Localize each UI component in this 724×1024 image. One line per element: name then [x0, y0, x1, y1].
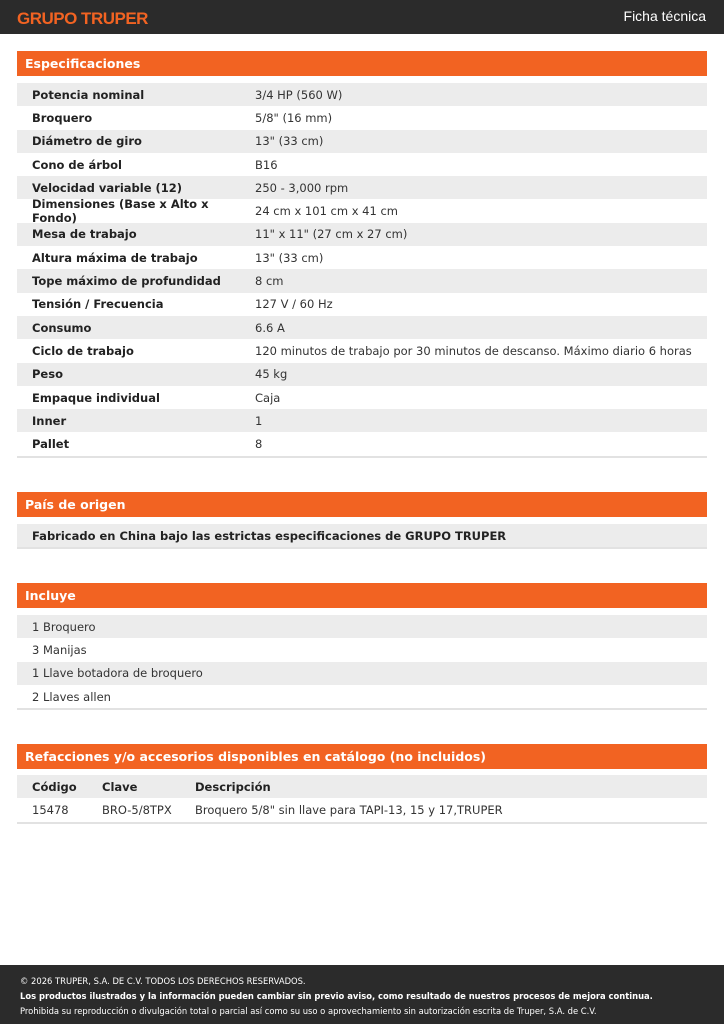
includes-table: [17, 615, 707, 710]
spec-value: 127 V / 60 Hz: [255, 297, 333, 312]
cell-key: BRO-5/8TPX: [102, 802, 172, 817]
spec-row: [17, 83, 707, 106]
spec-value: 120 minutos de trabajo por 30 minutos de descanso. Máximo diario 6 horas: [255, 343, 692, 358]
spec-value: 13" (33 cm): [255, 250, 324, 265]
copyright-text: © 2026 TRUPER, S.A. DE C.V. TODOS LOS DERECHOS RESERVADOS.: [20, 976, 306, 986]
origin-table: [17, 524, 707, 549]
footer: [0, 965, 724, 1024]
spec-row: [17, 293, 707, 316]
spec-value: 5/8" (16 mm): [255, 110, 333, 125]
spec-label: Velocidad variable (12): [32, 180, 183, 195]
include-item: 1 Llave botadora de broquero: [32, 666, 203, 681]
spec-value: 45 kg: [255, 367, 288, 382]
spec-label: Tope máximo de profundidad: [32, 274, 221, 289]
origin-text: Fabricado en China bajo las estrictas especificaciones de GRUPO TRUPER: [32, 528, 507, 543]
spec-value: 3/4 HP (560 W): [255, 87, 343, 102]
spec-value: B16: [255, 157, 278, 172]
spec-row: [17, 432, 707, 455]
column-header-description: Descripción: [195, 779, 271, 794]
include-item: 3 Manijas: [32, 642, 87, 657]
spec-label: Pallet: [32, 437, 70, 452]
brand-logo: GRUPO TRUPER: [17, 9, 148, 28]
spec-row: [17, 223, 707, 246]
disclaimer-text: Los productos ilustrados y la información pueden cambiar sin previo aviso, como resultado de nuestros procesos de mejora continua.: [20, 991, 653, 1001]
spec-row: [17, 409, 707, 432]
spec-row: [17, 246, 707, 269]
spec-value: 8 cm: [255, 274, 284, 289]
spec-label: Altura máxima de trabajo: [32, 250, 198, 265]
document-title: Ficha técnica: [623, 8, 706, 24]
spec-row: [17, 316, 707, 339]
spec-value: 8: [255, 437, 263, 452]
spec-row: [17, 363, 707, 386]
spec-value: 24 cm x 101 cm x 41 cm: [255, 204, 398, 219]
spec-row: [17, 176, 707, 199]
cell-code: 15478: [32, 802, 69, 817]
includes-header: Incluye: [17, 583, 707, 608]
include-item: 2 Llaves allen: [32, 689, 111, 704]
spec-value: 1: [255, 413, 263, 428]
spec-label: Ciclo de trabajo: [32, 343, 134, 358]
cell-description: Broquero 5/8" sin llave para TAPI-13, 15 y 17,TRUPER: [195, 802, 503, 817]
specs-table: [17, 83, 707, 458]
spec-label: Potencia nominal: [32, 87, 145, 102]
spec-row: [17, 130, 707, 153]
list-item: [17, 685, 707, 708]
spec-value: 13" (33 cm): [255, 134, 324, 149]
spec-row: [17, 153, 707, 176]
include-item: 1 Broquero: [32, 619, 96, 634]
list-item: [17, 615, 707, 638]
spec-label: Dimensiones (Base x Alto x Fondo): [32, 197, 209, 226]
spec-label: Consumo: [32, 320, 92, 335]
spec-value: 11" x 11" (27 cm x 27 cm): [255, 227, 408, 242]
table-row: [17, 798, 707, 821]
spec-label: Broquero: [32, 110, 93, 125]
spec-value: 6.6 A: [255, 320, 285, 335]
spec-row: [17, 339, 707, 362]
table-header-row: [17, 775, 707, 798]
spec-value: Caja: [255, 390, 281, 405]
spec-label: Inner: [32, 413, 67, 428]
top-bar: [0, 0, 724, 34]
spec-label: Empaque individual: [32, 390, 160, 405]
spec-row: [17, 386, 707, 409]
origin-header: País de origen: [17, 492, 707, 517]
spec-label: Diámetro de giro: [32, 134, 142, 149]
column-header-code: Código: [32, 779, 77, 794]
spec-row: [17, 197, 707, 226]
spec-label: Peso: [32, 367, 63, 382]
legal-text: Prohibida su reproducción o divulgación total o parcial así como su uso o aprovechamiento sin autorización escrita de Truper, S.A. de C.V.: [20, 1006, 597, 1016]
spec-row: [17, 106, 707, 129]
spec-label: Tensión / Frecuencia: [32, 297, 164, 312]
spec-value: 250 - 3,000 rpm: [255, 180, 349, 195]
spec-label: Mesa de trabajo: [32, 227, 137, 242]
spec-label: Cono de árbol: [32, 157, 122, 172]
specs-header: Especificaciones: [17, 51, 707, 76]
list-item: [17, 638, 707, 661]
column-header-key: Clave: [102, 779, 138, 794]
accessories-header: Refacciones y/o accesorios disponibles en catálogo (no incluidos): [17, 744, 707, 769]
accessories-table: [17, 775, 707, 824]
list-item: [17, 662, 707, 685]
spec-row: [17, 269, 707, 292]
origin-row: [17, 524, 707, 547]
